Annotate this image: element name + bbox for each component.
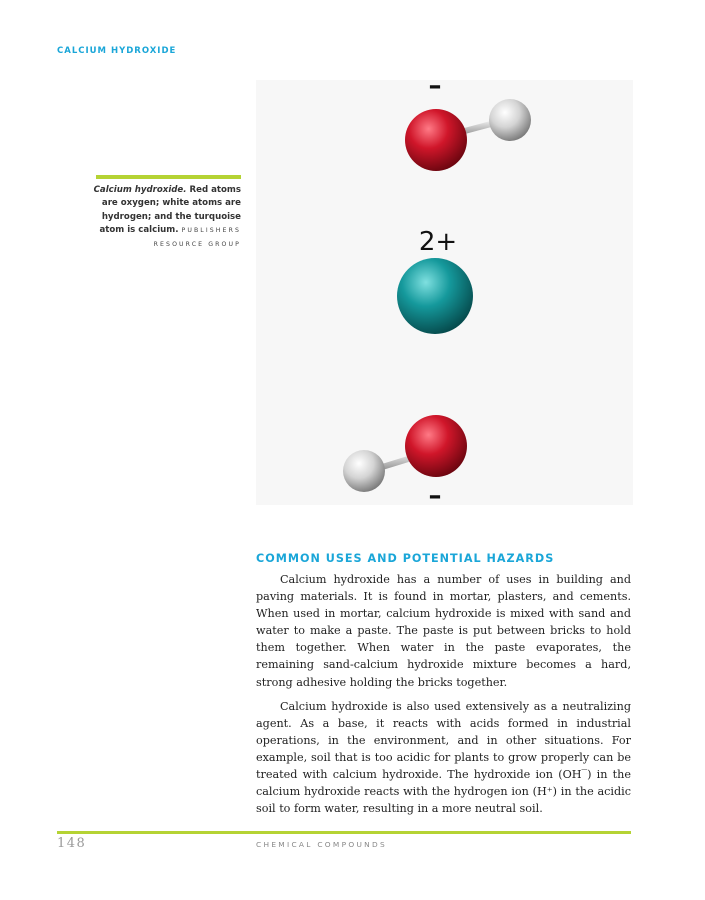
body-text <box>256 571 631 824</box>
caption-credit: PUBLISHERS RESOURCE GROUP <box>153 227 241 248</box>
paragraph-1: Calcium hydroxide has a number of uses in building and paving materials. It is found in mortar, plasters, and cements. When used in mortar, calcium hydroxide is mixed with sand and water to make a paste. The paste is put between bricks to hold them together. When water in the paste evaporates, the remaining sand-calcium hydroxide mixture becomes a hard, strong adhesive holding the bricks together. <box>256 573 631 689</box>
bottom-charge-label: – <box>428 481 442 505</box>
page-number: 148 <box>57 836 87 851</box>
running-foot: CHEMICAL COMPOUNDS <box>256 840 387 849</box>
caption-title: Calcium hydroxide. <box>93 185 187 195</box>
running-head: CALCIUM HYDROXIDE <box>57 46 177 56</box>
bottom-hydrogen-atom <box>343 450 385 492</box>
figure-caption <box>86 184 241 251</box>
footer-rule <box>57 831 631 834</box>
molecule-illustration <box>256 80 633 505</box>
paragraph-2: Calcium hydroxide is also used extensively as a neutralizing agent. As a base, it reacts with acids formed in industrial operations, in the environment, and in other situations. For example, soil that is too acidic for plants to grow properly can be treated with calcium hydroxide. The hydroxide ion (OH‾) in the calcium hydroxide reacts with the hydrogen ion (H⁺) in the acidic soil to form water, resulting in a more neutral soil. <box>256 699 631 816</box>
top-charge-label: – <box>428 80 442 101</box>
bottom-oxygen-atom <box>405 415 467 477</box>
section-heading: COMMON USES AND POTENTIAL HAZARDS <box>256 552 555 565</box>
molecule-figure <box>256 80 633 505</box>
caption-rule <box>96 175 241 179</box>
top-oxygen-atom <box>405 109 467 171</box>
calcium-atom <box>397 258 473 334</box>
top-hydrogen-atom <box>489 99 531 141</box>
calcium-charge-label: 2+ <box>418 227 458 257</box>
caption-text: Red atoms are oxygen; white atoms are hydrogen; and the turquoise atom is calcium. <box>99 185 241 236</box>
